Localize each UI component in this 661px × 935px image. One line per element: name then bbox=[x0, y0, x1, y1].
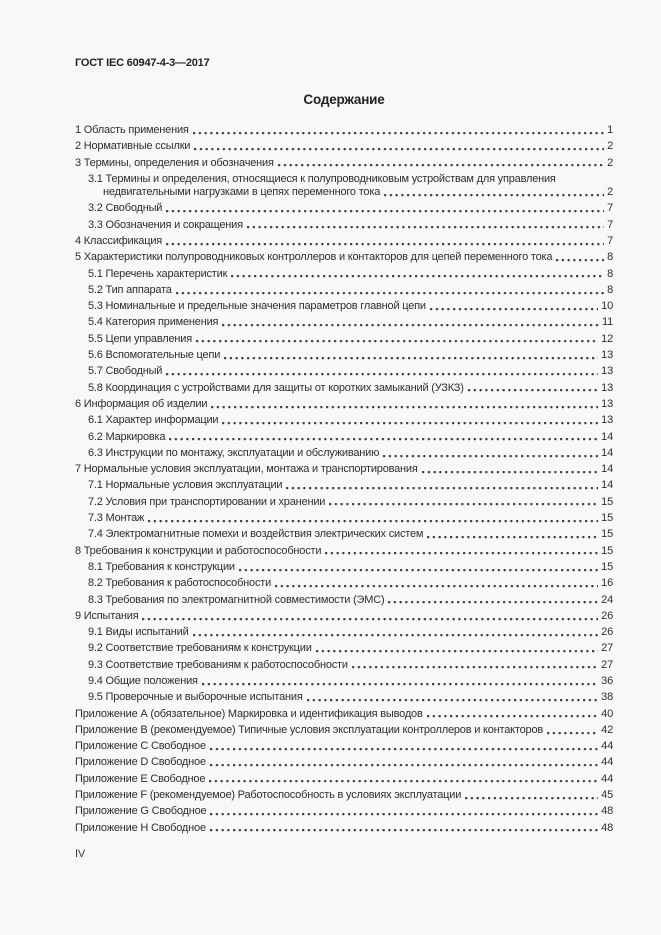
toc-entry-text: недвигательными нагрузками в цепях переменного тока bbox=[103, 186, 381, 199]
toc-entry bbox=[75, 268, 613, 281]
toc-entry-text: 8.2 Требования к работоспособности bbox=[88, 577, 272, 590]
dot-leader-icon bbox=[194, 140, 604, 153]
toc-page-number: 48 bbox=[601, 821, 613, 834]
dot-leader-icon bbox=[316, 642, 599, 655]
dot-leader-icon bbox=[383, 447, 598, 460]
dot-leader-icon bbox=[275, 577, 598, 590]
dot-leader-icon bbox=[166, 365, 598, 378]
toc-page-number: 13 bbox=[601, 397, 613, 410]
dot-leader-icon bbox=[209, 773, 598, 786]
dot-leader-icon bbox=[176, 284, 604, 297]
dot-leader-icon bbox=[224, 349, 598, 362]
dot-leader-icon bbox=[210, 805, 598, 818]
dot-leader-icon bbox=[210, 822, 598, 835]
dot-leader-icon bbox=[222, 414, 598, 427]
toc-entry bbox=[75, 789, 613, 802]
toc-entry bbox=[75, 398, 613, 411]
toc-page-number: 40 bbox=[601, 707, 613, 720]
toc-page-number: 42 bbox=[601, 723, 613, 736]
dot-leader-icon bbox=[142, 610, 598, 623]
toc-entry-text: 6.1 Характер информации bbox=[88, 414, 219, 427]
toc-page-number: 24 bbox=[601, 593, 613, 606]
toc-entry-text: 5.7 Свободный bbox=[88, 365, 163, 378]
toc-entry-text-line1: 3.1 Термины и определения, относящиеся к полупроводниковым устройствам для управления bbox=[88, 172, 556, 185]
toc-entry-text: 1 Область применения bbox=[75, 124, 189, 136]
dot-leader-icon bbox=[193, 626, 599, 639]
dot-leader-icon bbox=[166, 235, 604, 248]
toc-entry-text: Приложение D Свободное bbox=[75, 756, 206, 769]
toc-entry bbox=[75, 577, 613, 590]
toc-entry bbox=[75, 349, 613, 362]
dot-leader-icon bbox=[430, 300, 598, 313]
toc-entry-text: 5 Характеристики полупроводниковых контроллеров и контакторов для цепей переменного тока bbox=[75, 251, 553, 264]
toc-entry-text: 2 Нормативные ссылки bbox=[75, 140, 191, 153]
toc-entry bbox=[75, 626, 613, 639]
dot-leader-icon bbox=[231, 268, 604, 281]
toc-entry-text: Приложение Е Свободное bbox=[75, 772, 206, 785]
toc-entry-text: 9.2 Соответствие требованиям к конструкции bbox=[88, 642, 312, 655]
toc-entry bbox=[75, 219, 613, 232]
toc-page-number: 12 bbox=[601, 332, 613, 345]
toc-page-number: 13 bbox=[601, 365, 613, 378]
toc-entry bbox=[75, 447, 613, 460]
toc-page-number: 7 bbox=[607, 234, 613, 247]
toc-entry bbox=[75, 173, 613, 199]
toc-entry-text: 5.1 Перечень характеристик bbox=[88, 267, 228, 280]
toc-entry bbox=[75, 235, 613, 248]
toc-entry-text: 7.1 Нормальные условия эксплуатации bbox=[88, 479, 283, 492]
dot-leader-icon bbox=[465, 789, 598, 802]
page-title: Содержание bbox=[303, 92, 385, 107]
toc-page-number: 16 bbox=[601, 577, 613, 590]
toc-entry-text: 9.5 Проверочные и выборочные испытания bbox=[88, 691, 303, 704]
dot-leader-icon bbox=[210, 740, 598, 753]
toc-entry bbox=[75, 202, 613, 215]
toc-entry bbox=[75, 675, 613, 688]
toc-entry bbox=[75, 561, 613, 574]
dot-leader-icon bbox=[166, 202, 604, 215]
dot-leader-icon bbox=[196, 333, 598, 346]
toc-entry-text: 6.3 Инструкции по монтажу, эксплуатации и обслуживанию bbox=[88, 446, 380, 459]
toc-page-number: 26 bbox=[601, 609, 613, 622]
toc-page-number: 7 bbox=[607, 218, 613, 231]
toc-page-number: 15 bbox=[601, 528, 613, 541]
toc-entry-text: 7 Нормальные условия эксплуатации, монтажа и транспортирования bbox=[75, 463, 418, 476]
toc-entry-text: 4 Классификация bbox=[75, 234, 163, 247]
dot-leader-icon bbox=[352, 659, 598, 672]
toc-page-number: 14 bbox=[601, 479, 613, 492]
toc-entry bbox=[75, 708, 613, 721]
toc-entry-text: Приложение А (обязательное) Маркировка и идентификация выводов bbox=[75, 707, 423, 720]
toc-page-number: 15 bbox=[601, 560, 613, 573]
toc-page-number: 15 bbox=[601, 544, 613, 557]
toc-entry-text: 7.2 Условия при транспортировании и хранении bbox=[88, 495, 326, 508]
toc-page-number: 27 bbox=[601, 642, 613, 655]
toc-page-number: 38 bbox=[601, 691, 613, 704]
dot-leader-icon bbox=[239, 561, 598, 574]
toc-entry bbox=[75, 822, 613, 835]
toc-entry bbox=[75, 365, 613, 378]
dot-leader-icon bbox=[202, 675, 598, 688]
document-code-header: ГОСТ IEC 60947-4-3—2017 bbox=[75, 57, 210, 69]
toc-entry-text: 8 Требования к конструкции и работоспособности bbox=[75, 544, 322, 557]
toc-entry bbox=[75, 140, 613, 153]
toc-page-number: 2 bbox=[607, 186, 613, 199]
dot-leader-icon bbox=[307, 691, 599, 704]
dot-leader-icon bbox=[169, 431, 598, 444]
toc-entry bbox=[75, 773, 613, 786]
toc-page-number: 44 bbox=[601, 772, 613, 785]
toc-page-number: 13 bbox=[601, 381, 613, 394]
toc-entry-text: Приложение В (рекомендуемое) Типичные условия эксплуатации контроллеров и контакторов bbox=[75, 723, 544, 736]
toc-entry bbox=[75, 382, 613, 395]
toc-page-number: 15 bbox=[601, 512, 613, 525]
toc-entry bbox=[75, 251, 613, 264]
toc-entry bbox=[75, 316, 613, 329]
toc-entry bbox=[75, 805, 613, 818]
toc-page-number: 44 bbox=[601, 740, 613, 753]
toc-entry bbox=[75, 414, 613, 427]
toc-page-number: 15 bbox=[601, 495, 613, 508]
toc-page-number: 1 bbox=[607, 124, 613, 136]
toc-entry bbox=[75, 333, 613, 346]
toc-entry-text: 3 Термины, определения и обозначения bbox=[75, 156, 274, 169]
dot-leader-icon bbox=[211, 398, 598, 411]
toc-entry-text: 5.2 Тип аппарата bbox=[88, 283, 172, 296]
toc-entry bbox=[75, 610, 613, 623]
dot-leader-icon bbox=[210, 756, 598, 769]
toc-page-number: 14 bbox=[601, 446, 613, 459]
toc-page-number: 14 bbox=[601, 463, 613, 476]
toc-page-number: 2 bbox=[607, 156, 613, 169]
toc-entry-text: 9.1 Виды испытаний bbox=[88, 626, 189, 639]
toc-entry-text: 9 Испытания bbox=[75, 609, 139, 622]
dot-leader-icon bbox=[148, 512, 598, 525]
toc-entry bbox=[75, 463, 613, 476]
dot-leader-icon bbox=[556, 251, 604, 264]
toc-list bbox=[75, 124, 613, 835]
toc-page-number: 11 bbox=[601, 316, 613, 329]
toc-entry-text: 8.1 Требования к конструкции bbox=[88, 560, 235, 573]
dot-leader-icon bbox=[422, 463, 599, 476]
toc-entry-text: Приложение F (рекомендуемое) Работоспособность в условиях эксплуатации bbox=[75, 789, 462, 802]
toc-page-number: 13 bbox=[601, 414, 613, 427]
dot-leader-icon bbox=[329, 496, 598, 509]
toc-entry bbox=[75, 157, 613, 170]
toc-entry bbox=[75, 124, 613, 137]
dot-leader-icon bbox=[388, 594, 598, 607]
toc-entry-text: 7.4 Электромагнитные помехи и воздействия электрических систем bbox=[88, 528, 424, 541]
toc-entry bbox=[75, 284, 613, 297]
toc-page-number: 26 bbox=[601, 626, 613, 639]
toc-page-number: 48 bbox=[601, 805, 613, 818]
toc-entry-text: 5.6 Вспомогательные цепи bbox=[88, 349, 221, 362]
toc-entry-text: Приложение С Свободное bbox=[75, 740, 206, 753]
dot-leader-icon bbox=[247, 219, 604, 232]
dot-leader-icon bbox=[286, 479, 598, 492]
toc-entry-text: 5.3 Номинальные и предельные значения параметров главной цепи bbox=[88, 300, 426, 313]
toc-entry-text: 9.3 Соответствие требованиям к работоспособности bbox=[88, 658, 348, 671]
toc-entry bbox=[75, 659, 613, 672]
toc-entry-text: 7.3 Монтаж bbox=[88, 512, 145, 525]
toc-entry-text: 9.4 Общие положения bbox=[88, 675, 198, 687]
toc-entry bbox=[75, 479, 613, 492]
toc-entry-text: 6.2 Маркировка bbox=[88, 430, 166, 443]
dot-leader-icon bbox=[222, 316, 599, 329]
toc-page-number: 44 bbox=[601, 756, 613, 769]
toc-page-number: 2 bbox=[607, 140, 613, 153]
toc-entry bbox=[75, 594, 613, 607]
toc-entry bbox=[75, 431, 613, 444]
toc-entry-text: Приложение G Свободное bbox=[75, 805, 207, 818]
toc-page-number: 8 bbox=[607, 267, 613, 280]
toc-page-number: 8 bbox=[607, 251, 613, 264]
toc-entry bbox=[75, 691, 613, 704]
toc-entry bbox=[75, 512, 613, 525]
toc-entry-text: 3.3 Обозначения и сокращения bbox=[88, 218, 243, 231]
toc-entry-text: 8.3 Требования по электромагнитной совместимости (ЭМС) bbox=[88, 593, 385, 606]
footer-page-number: IV bbox=[75, 847, 85, 860]
toc-page-number: 36 bbox=[601, 675, 613, 687]
dot-leader-icon bbox=[427, 528, 598, 541]
toc-page-number: 27 bbox=[601, 658, 613, 671]
toc-entry-text: 5.4 Категория применения bbox=[88, 316, 219, 329]
toc-page-number: 13 bbox=[601, 349, 613, 362]
toc-entry bbox=[75, 740, 613, 753]
dot-leader-icon bbox=[427, 708, 599, 721]
toc-page-number: 7 bbox=[607, 202, 613, 215]
toc-entry bbox=[75, 300, 613, 313]
dot-leader-icon bbox=[547, 724, 598, 737]
toc-entry bbox=[75, 528, 613, 541]
toc-entry bbox=[75, 642, 613, 655]
toc-entry-text: 3.2 Свободный bbox=[88, 202, 163, 215]
toc-entry-text: Приложение Н Свободное bbox=[75, 821, 206, 834]
toc-entry bbox=[75, 496, 613, 509]
toc-entry-text: 5.5 Цепи управления bbox=[88, 332, 192, 345]
toc-page-number: 8 bbox=[607, 283, 613, 296]
dot-leader-icon bbox=[384, 186, 604, 199]
toc-entry bbox=[75, 756, 613, 769]
toc-entry-text: 5.8 Координация с устройствами для защиты от коротких замыканий (УЗКЗ) bbox=[88, 381, 464, 394]
toc-entry bbox=[75, 545, 613, 558]
toc-entry-text: 6 Информация об изделии bbox=[75, 397, 208, 410]
dot-leader-icon bbox=[193, 124, 604, 137]
toc-page-number: 45 bbox=[601, 789, 613, 802]
toc-page-number: 10 bbox=[601, 300, 613, 313]
dot-leader-icon bbox=[468, 382, 598, 395]
toc-entry bbox=[75, 724, 613, 737]
dot-leader-icon bbox=[278, 157, 604, 170]
dot-leader-icon bbox=[325, 545, 598, 558]
toc-page-number: 14 bbox=[601, 430, 613, 443]
